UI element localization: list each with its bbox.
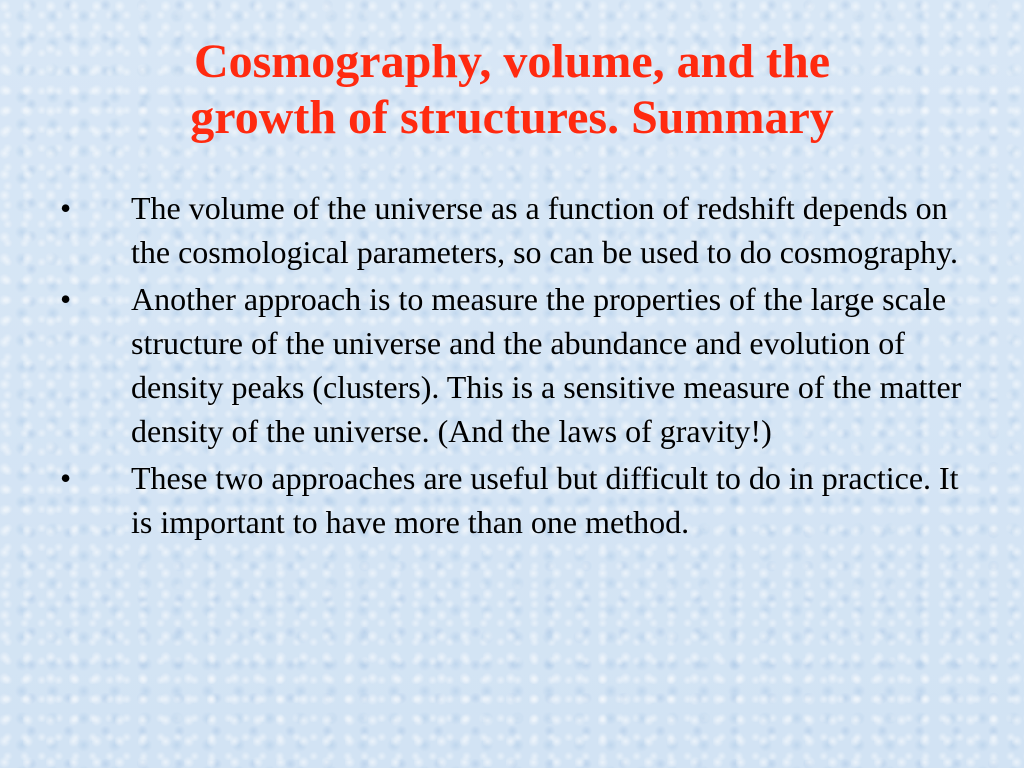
slide-title xyxy=(0,34,1024,146)
slide-title-line-2: growth of structures. Summary xyxy=(190,91,834,144)
bullet-dot-icon: • xyxy=(60,460,72,496)
bullet-item xyxy=(60,277,970,453)
slide-title-line-1: Cosmography, volume, and the xyxy=(193,35,831,88)
bullet-text: Another approach is to measure the properties of the large scale structure of the universe and the abundance and evolution of density peaks (clusters). This is a sensitive measure of the matter density of the universe. (And the laws of gravity!) xyxy=(131,281,962,449)
bullet-dot-icon: • xyxy=(60,190,72,226)
bullet-item xyxy=(60,456,970,544)
bullet-item xyxy=(60,186,970,274)
bullet-text: The volume of the universe as a function of redshift depends on the cosmological parameters, so can be used to do cosmography. xyxy=(131,190,959,270)
bullet-dot-icon: • xyxy=(60,281,72,317)
bullet-text: These two approaches are useful but difficult to do in practice. It is important to have more than one method. xyxy=(131,460,959,540)
bullet-list xyxy=(60,186,970,547)
